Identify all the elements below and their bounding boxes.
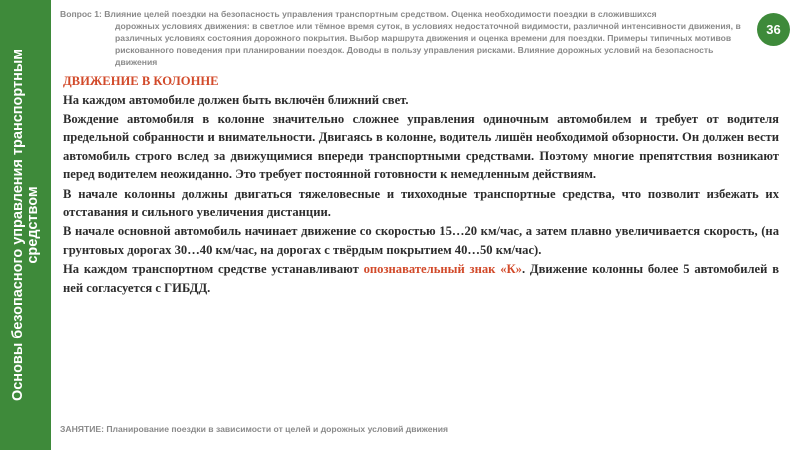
paragraph-speed: В начале основной автомобиль начинает движение со скоростью 15…20 км/час, а затем плавно увеличивается скорость, (на грунтовых дорогах 30…40 км/час, на дорогах с твёрдым покрытием 40…50 км/час). [63,224,779,257]
side-band [0,0,51,450]
page-number-badge: 36 [757,13,790,46]
section-heading: ДВИЖЕНИЕ В КОЛОННЕ [63,74,219,88]
question-header [60,8,752,68]
paragraph-sign [63,260,779,297]
paragraph-convoy-driving: Вождение автомобиля в колонне значительно сложнее управления одиночным автомобилем и требует от водителя предельной собранности и внимательности. Двигаясь в колонне, водитель лишён необходимой обзорности. Он должен вести автомобиль строго вслед за движущимися впереди транспортными средствами. Поэтому многие препятствия возникают перед водителем неожиданно. Это требует постоянной готовности к немедленным действиям. [63,111,779,182]
sign-highlight: опознавательный знак «К» [363,261,522,276]
paragraph-low-beam: На каждом автомобиле должен быть включён ближний свет. [63,92,409,107]
lesson-footer: ЗАНЯТИЕ: Планирование поездки в зависимости от целей и дорожных условий движения [60,424,449,434]
paragraph-convoy-order: В начале колонны должны двигаться тяжеловесные и тихоходные транспортные средства, что позволит избежать их отставания и сильного увеличения дистанции. [63,186,779,220]
sign-text-before: На каждом транспортном средстве устанавливают [63,261,364,276]
sign-text-after: . Движение колонны более 5 автомобилей в ней согласуется с ГИБДД. [63,261,779,295]
question-header-line1: Вопрос 1: Влияние целей поездки на безопасность управления транспортным средством. Оценка необходимости поездки в сложившихся [60,9,657,19]
question-header-rest: дорожных условиях движения: в светлое или тёмное время суток, в условиях недостаточной видимости, различной интенсивности движения, в различных условиях состояния дорожного покрытия. Выбор маршрута движения и оценка времени для поездки. Примеры типичных мотивов рискованного поведения при планировании поездок. Доводы в пользу управления рисками. Влияние дорожных условий на безопасность движения [115,21,741,67]
side-title: Основы безопасного управления транспортным средством [9,48,41,402]
content-body [63,72,779,298]
